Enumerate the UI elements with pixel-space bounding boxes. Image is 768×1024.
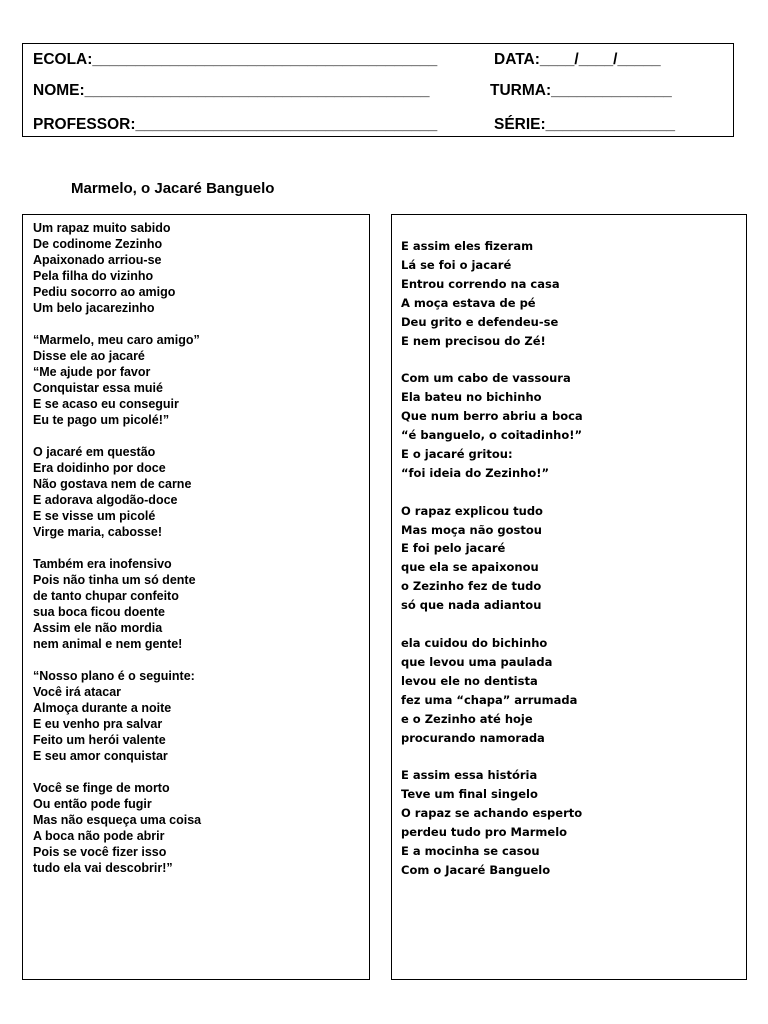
poem-line: Ou então pode fugir <box>33 797 152 811</box>
poem-line: “Nosso plano é o seguinte: <box>33 669 195 683</box>
poem-line: Apaixonado arriou-se <box>33 253 162 267</box>
poem-line: Também era inofensivo <box>33 557 172 571</box>
poem-line: Com um cabo de vassoura <box>401 371 571 386</box>
poem-line: Teve um final singelo <box>401 787 538 802</box>
poem-line: Pela filha do vizinho <box>33 269 154 283</box>
poem-column-right <box>391 214 747 980</box>
poem-line: só que nada adiantou <box>401 598 542 613</box>
poem-line: Deu grito e defendeu-se <box>401 314 559 329</box>
poem-line: Pois não tinha um só dente <box>33 573 196 587</box>
poem-line: Você irá atacar <box>33 685 122 699</box>
poem-line: Um rapaz muito sabido <box>33 221 171 235</box>
stanza <box>33 780 201 876</box>
stanza <box>33 444 201 540</box>
poem-line: Pediu socorro ao amigo <box>33 285 176 299</box>
poem-text-right <box>401 237 583 880</box>
poem-line: A moça estava de pé <box>401 295 536 310</box>
poem-line: E seu amor conquistar <box>33 749 168 763</box>
poem-line: Lá se foi o jacaré <box>401 257 512 272</box>
stanza <box>401 237 583 350</box>
poem-line: E foi pelo jacaré <box>401 541 506 556</box>
poem-line: “é banguelo, o coitadinho!” <box>401 428 583 443</box>
poem-line: e o Zezinho até hoje <box>401 711 533 726</box>
poem-line: “foi ideia do Zezinho!” <box>401 465 550 480</box>
poem-line: E a mocinha se casou <box>401 843 540 858</box>
poem-line: Virge maria, cabosse! <box>33 525 163 539</box>
poem-text-left <box>33 220 201 876</box>
poem-line: Entrou correndo na casa <box>401 276 560 291</box>
poem-line: E o jacaré gritou: <box>401 446 513 461</box>
poem-line: perdeu tudo pro Marmelo <box>401 825 568 840</box>
poem-line: O jacaré em questão <box>33 445 156 459</box>
header-row-teacher <box>33 113 725 137</box>
stanza <box>401 766 583 879</box>
stanza <box>33 332 201 428</box>
stanza <box>401 369 583 482</box>
poem-line: Um belo jacarezinho <box>33 301 155 315</box>
poem-line: E assim essa história <box>401 768 538 783</box>
stanza <box>33 668 201 764</box>
poem-line: sua boca ficou doente <box>33 605 165 619</box>
poem-line: fez uma “chapa” arrumada <box>401 692 578 707</box>
poem-line: Pois se você fizer isso <box>33 845 167 859</box>
poem-line: procurando namorada <box>401 730 545 745</box>
poem-line: Mas moça não gostou <box>401 522 542 537</box>
poem-line: E adorava algodão-doce <box>33 493 178 507</box>
poem-line: Com o Jacaré Banguelo <box>401 862 551 877</box>
poem-line: Eu te pago um picolé!” <box>33 413 170 427</box>
poem-line: de tanto chupar confeito <box>33 589 179 603</box>
poem-line: Feito um herói valente <box>33 733 166 747</box>
poem-column-left <box>22 214 370 980</box>
header-row-name <box>33 79 725 103</box>
poem-line: ela cuidou do bichinho <box>401 635 548 650</box>
poem-title: Marmelo, o Jacaré Banguelo <box>71 180 275 197</box>
poem-line: E se acaso eu conseguir <box>33 397 179 411</box>
grade-field: SÉRIE:_______________ <box>494 116 675 133</box>
poem-line: tudo ela vai descobrir!” <box>33 861 173 875</box>
poem-line: E se visse um picolé <box>33 509 156 523</box>
poem-line: Disse ele ao jacaré <box>33 349 145 363</box>
student-info-header <box>22 43 734 137</box>
header-row-school <box>33 48 725 72</box>
poem-line: E eu venho pra salvar <box>33 717 163 731</box>
poem-line: Assim ele não mordia <box>33 621 163 635</box>
poem-line: E nem precisou do Zé! <box>401 333 546 348</box>
school-field: ECOLA:________________________________________ <box>33 51 438 68</box>
poem-line: De codinome Zezinho <box>33 237 163 251</box>
poem-line: Ela bateu no bichinho <box>401 390 542 405</box>
poem-line: E assim eles fizeram <box>401 239 534 253</box>
poem-line: O rapaz se achando esperto <box>401 806 583 821</box>
name-field: NOME:________________________________________ <box>33 82 430 99</box>
poem-line: Você se finge de morto <box>33 781 170 795</box>
poem-line: nem animal e nem gente! <box>33 637 183 651</box>
poem-line: “Marmelo, meu caro amigo” <box>33 333 200 347</box>
poem-line: levou ele no dentista <box>401 673 538 688</box>
stanza <box>33 220 201 316</box>
date-field: DATA:____/____/_____ <box>494 51 661 68</box>
poem-line: Almoça durante a noite <box>33 701 172 715</box>
stanza <box>33 556 201 652</box>
teacher-field: PROFESSOR:___________________________________ <box>33 116 438 133</box>
poem-line: “Me ajude por favor <box>33 365 151 379</box>
poem-line: o Zezinho fez de tudo <box>401 579 542 594</box>
poem-line: que ela se apaixonou <box>401 560 539 575</box>
poem-line: O rapaz explicou tudo <box>401 503 543 518</box>
poem-line: A boca não pode abrir <box>33 829 165 843</box>
poem-line: Mas não esqueça uma coisa <box>33 813 202 827</box>
poem-line: Não gostava nem de carne <box>33 477 192 491</box>
poem-line: Era doidinho por doce <box>33 461 166 475</box>
poem-line: Que num berro abriu a boca <box>401 409 583 424</box>
stanza <box>401 502 583 615</box>
stanza <box>401 634 583 747</box>
poem-line: Conquistar essa muié <box>33 381 163 395</box>
class-field: TURMA:______________ <box>490 82 672 99</box>
poem-line: que levou uma paulada <box>401 654 553 669</box>
